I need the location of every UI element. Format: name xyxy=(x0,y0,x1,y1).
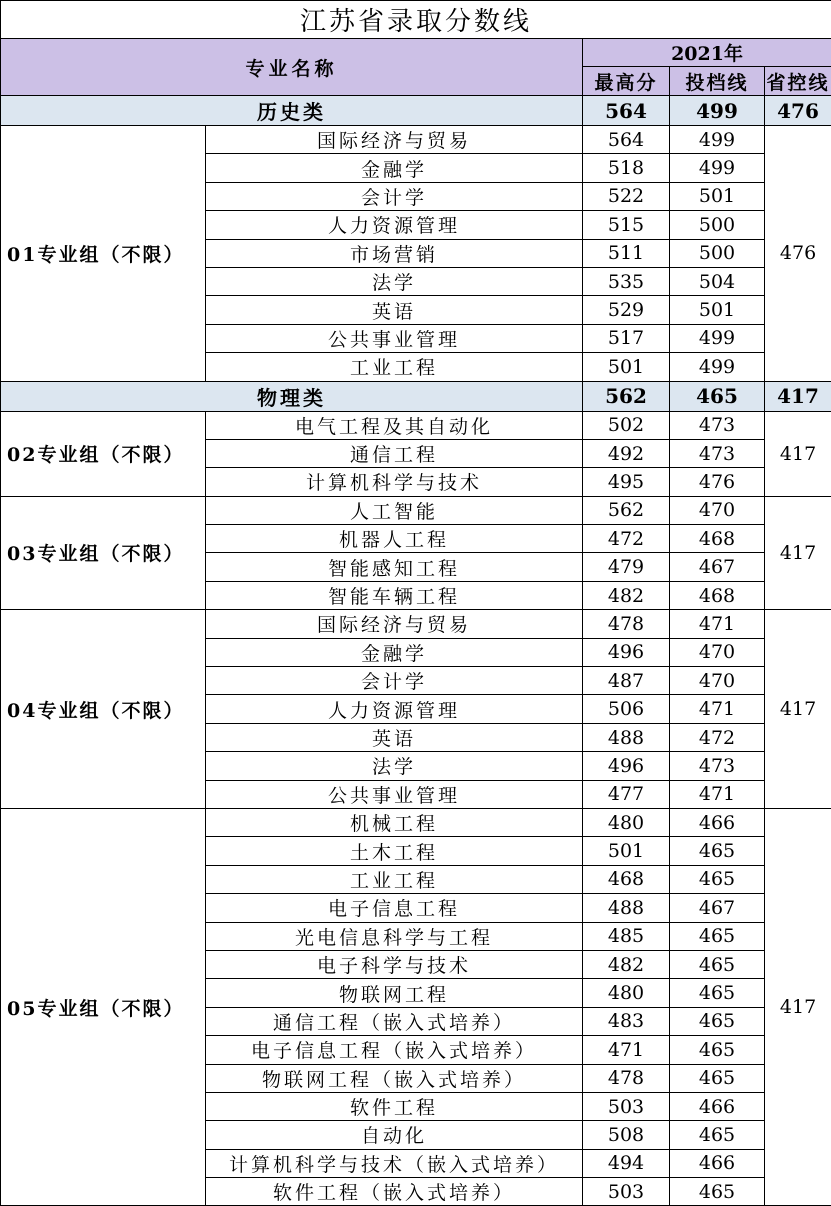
max-score: 535 xyxy=(583,267,670,295)
table-row xyxy=(1,126,831,154)
category-control-line: 476 xyxy=(765,96,831,126)
max-score: 482 xyxy=(583,581,670,609)
max-score: 562 xyxy=(583,496,670,524)
category-cast-line: 465 xyxy=(670,381,765,411)
group-control-line: 417 xyxy=(765,610,831,809)
cast-line: 465 xyxy=(670,950,765,978)
group-control-line: 476 xyxy=(765,126,831,382)
max-score: 496 xyxy=(583,638,670,666)
major-name: 金融学 xyxy=(206,154,583,182)
cast-line: 500 xyxy=(670,211,765,239)
major-name: 软件工程（嵌入式培养） xyxy=(206,1178,583,1206)
cast-line: 470 xyxy=(670,496,765,524)
major-name: 电子信息工程 xyxy=(206,894,583,922)
major-name: 国际经济与贸易 xyxy=(206,126,583,154)
major-name: 机械工程 xyxy=(206,808,583,836)
cast-line: 504 xyxy=(670,267,765,295)
cast-line: 465 xyxy=(670,1007,765,1035)
control-line-header: 省控线 xyxy=(765,67,831,96)
major-name: 物联网工程（嵌入式培养） xyxy=(206,1064,583,1092)
major-name: 通信工程（嵌入式培养） xyxy=(206,1007,583,1035)
major-name: 人工智能 xyxy=(206,496,583,524)
cast-line: 471 xyxy=(670,610,765,638)
cast-line: 470 xyxy=(670,667,765,695)
cast-line: 465 xyxy=(670,865,765,893)
group-name: 02专业组（不限） xyxy=(1,411,206,496)
cast-line: 465 xyxy=(670,979,765,1007)
major-name: 公共事业管理 xyxy=(206,324,583,352)
category-max-score: 562 xyxy=(583,381,670,411)
cast-line: 501 xyxy=(670,182,765,210)
cast-line: 468 xyxy=(670,525,765,553)
major-name: 计算机科学与技术（嵌入式培养） xyxy=(206,1149,583,1177)
max-score: 468 xyxy=(583,865,670,893)
table-row xyxy=(1,496,831,524)
major-name: 电子科学与技术 xyxy=(206,950,583,978)
major-name: 智能感知工程 xyxy=(206,553,583,581)
cast-line: 467 xyxy=(670,894,765,922)
cast-line: 499 xyxy=(670,353,765,381)
table-title: 江苏省录取分数线 xyxy=(1,1,831,39)
category-cast-line: 499 xyxy=(670,96,765,126)
cast-line: 466 xyxy=(670,1149,765,1177)
table-row xyxy=(1,610,831,638)
major-name: 软件工程 xyxy=(206,1092,583,1120)
max-score: 506 xyxy=(583,695,670,723)
major-name: 会计学 xyxy=(206,182,583,210)
max-score: 482 xyxy=(583,950,670,978)
table-row xyxy=(1,411,831,439)
max-score: 501 xyxy=(583,837,670,865)
max-score: 494 xyxy=(583,1149,670,1177)
major-name: 机器人工程 xyxy=(206,525,583,553)
cast-line: 465 xyxy=(670,1064,765,1092)
year-header: 2021年 xyxy=(583,39,831,67)
max-score: 501 xyxy=(583,353,670,381)
cast-line: 466 xyxy=(670,1092,765,1120)
max-score: 518 xyxy=(583,154,670,182)
max-score: 511 xyxy=(583,239,670,267)
major-name-header: 专业名称 xyxy=(1,39,583,96)
cast-line: 471 xyxy=(670,780,765,808)
cast-line: 473 xyxy=(670,439,765,467)
cast-line: 473 xyxy=(670,752,765,780)
max-score: 478 xyxy=(583,610,670,638)
max-score: 529 xyxy=(583,296,670,324)
category-control-line: 417 xyxy=(765,381,831,411)
group-control-line: 417 xyxy=(765,808,831,1205)
major-name: 英语 xyxy=(206,296,583,324)
cast-line: 499 xyxy=(670,154,765,182)
major-name: 金融学 xyxy=(206,638,583,666)
max-score: 480 xyxy=(583,979,670,1007)
category-name: 物理类 xyxy=(1,381,583,411)
cast-line: 499 xyxy=(670,324,765,352)
header-row-year xyxy=(1,39,831,67)
max-score: 495 xyxy=(583,468,670,496)
max-score: 472 xyxy=(583,525,670,553)
cast-line: 500 xyxy=(670,239,765,267)
max-score: 471 xyxy=(583,1036,670,1064)
major-name: 智能车辆工程 xyxy=(206,581,583,609)
max-score: 483 xyxy=(583,1007,670,1035)
major-name: 计算机科学与技术 xyxy=(206,468,583,496)
max-score: 515 xyxy=(583,211,670,239)
cast-line: 471 xyxy=(670,695,765,723)
cast-line: 465 xyxy=(670,922,765,950)
max-score: 488 xyxy=(583,723,670,751)
max-score: 502 xyxy=(583,411,670,439)
group-control-line: 417 xyxy=(765,496,831,610)
cast-line: 473 xyxy=(670,411,765,439)
major-name: 通信工程 xyxy=(206,439,583,467)
category-row xyxy=(1,381,831,411)
group-control-line: 417 xyxy=(765,411,831,496)
cast-line: 467 xyxy=(670,553,765,581)
max-score: 496 xyxy=(583,752,670,780)
major-name: 电气工程及其自动化 xyxy=(206,411,583,439)
major-name: 工业工程 xyxy=(206,353,583,381)
max-score: 508 xyxy=(583,1121,670,1149)
cast-line: 468 xyxy=(670,581,765,609)
group-name: 03专业组（不限） xyxy=(1,496,206,610)
major-name: 工业工程 xyxy=(206,865,583,893)
cast-line: 465 xyxy=(670,837,765,865)
table-row xyxy=(1,808,831,836)
max-score: 487 xyxy=(583,667,670,695)
title-row xyxy=(1,1,831,39)
major-name: 自动化 xyxy=(206,1121,583,1149)
cast-line: 465 xyxy=(670,1178,765,1206)
cast-line: 470 xyxy=(670,638,765,666)
major-name: 会计学 xyxy=(206,667,583,695)
cast-line-header: 投档线 xyxy=(670,67,765,96)
max-score: 503 xyxy=(583,1092,670,1120)
max-score: 503 xyxy=(583,1178,670,1206)
group-name: 01专业组（不限） xyxy=(1,126,206,382)
cast-line: 472 xyxy=(670,723,765,751)
major-name: 市场营销 xyxy=(206,239,583,267)
max-score: 522 xyxy=(583,182,670,210)
major-name: 法学 xyxy=(206,267,583,295)
max-score: 479 xyxy=(583,553,670,581)
group-name: 05专业组（不限） xyxy=(1,808,206,1205)
cast-line: 499 xyxy=(670,126,765,154)
major-name: 光电信息科学与工程 xyxy=(206,922,583,950)
major-name: 人力资源管理 xyxy=(206,695,583,723)
major-name: 人力资源管理 xyxy=(206,211,583,239)
max-score: 480 xyxy=(583,808,670,836)
major-name: 公共事业管理 xyxy=(206,780,583,808)
max-score: 492 xyxy=(583,439,670,467)
category-max-score: 564 xyxy=(583,96,670,126)
max-score-header: 最高分 xyxy=(583,67,670,96)
major-name: 电子信息工程（嵌入式培养） xyxy=(206,1036,583,1064)
cast-line: 476 xyxy=(670,468,765,496)
major-name: 法学 xyxy=(206,752,583,780)
cast-line: 465 xyxy=(670,1036,765,1064)
cast-line: 465 xyxy=(670,1121,765,1149)
max-score: 478 xyxy=(583,1064,670,1092)
max-score: 517 xyxy=(583,324,670,352)
max-score: 564 xyxy=(583,126,670,154)
max-score: 485 xyxy=(583,922,670,950)
major-name: 英语 xyxy=(206,723,583,751)
category-name: 历史类 xyxy=(1,96,583,126)
group-name: 04专业组（不限） xyxy=(1,610,206,809)
category-row xyxy=(1,96,831,126)
major-name: 土木工程 xyxy=(206,837,583,865)
cast-line: 501 xyxy=(670,296,765,324)
major-name: 国际经济与贸易 xyxy=(206,610,583,638)
max-score: 488 xyxy=(583,894,670,922)
major-name: 物联网工程 xyxy=(206,979,583,1007)
cast-line: 466 xyxy=(670,808,765,836)
max-score: 477 xyxy=(583,780,670,808)
